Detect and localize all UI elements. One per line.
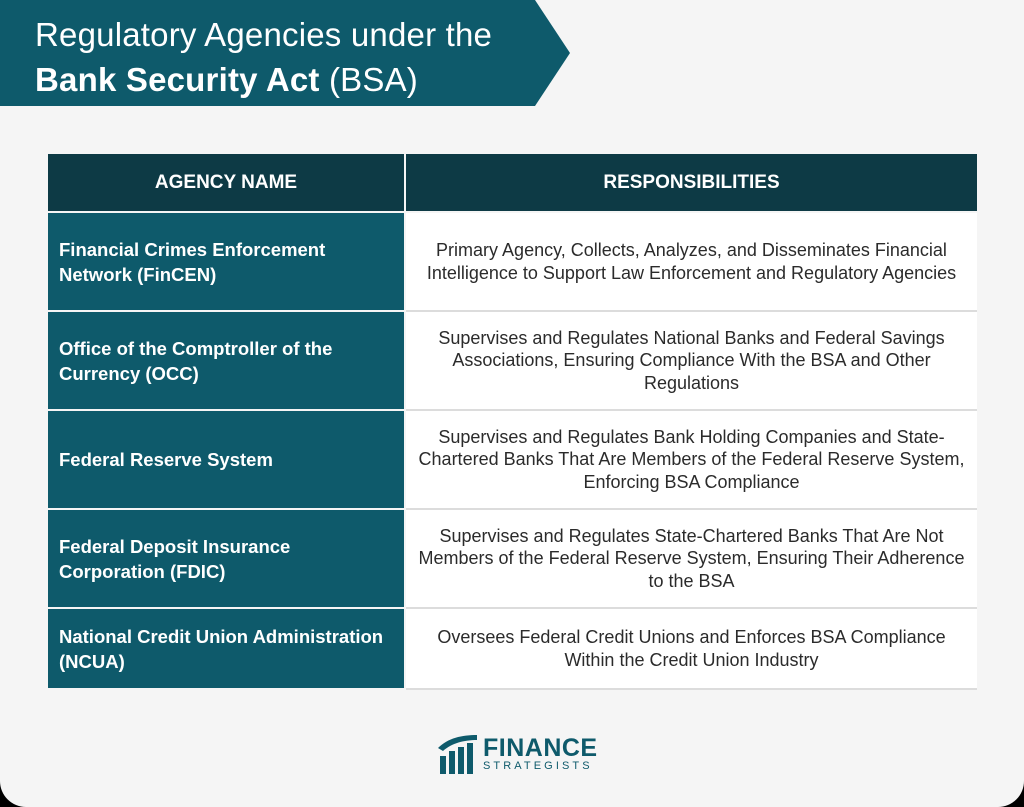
title-line-1: Regulatory Agencies under the — [35, 16, 493, 53]
table-row — [48, 212, 977, 311]
logo-subtitle: STRATEGISTS — [483, 760, 593, 772]
finance-strategists-logo — [436, 733, 598, 775]
finance-strategists-logo-icon — [436, 734, 478, 774]
page-title — [35, 12, 492, 102]
column-header-responsibilities: RESPONSIBILITIES — [405, 154, 977, 212]
column-header-agency-name: AGENCY NAME — [48, 154, 405, 212]
title-bold-text: Bank Security Act — [35, 61, 320, 98]
agency-name-cell: Financial Crimes Enforcement Network (FinCEN) — [48, 212, 405, 311]
logo-name: FINANCE — [483, 734, 598, 762]
responsibility-cell: Oversees Federal Credit Unions and Enforces BSA Compliance Within the Credit Union Industry — [405, 608, 977, 689]
table-header-row — [48, 154, 977, 212]
responsibility-cell: Supervises and Regulates Bank Holding Companies and State-Chartered Banks That Are Members of the Federal Reserve System, Enforcing BSA Compliance — [405, 410, 977, 509]
responsibility-cell: Primary Agency, Collects, Analyzes, and Disseminates Financial Intelligence to Support Law Enforcement and Regulatory Agencies — [405, 212, 977, 311]
table-row — [48, 608, 977, 689]
agency-name-cell: Federal Deposit Insurance Corporation (FDIC) — [48, 509, 405, 608]
table-row — [48, 509, 977, 608]
table-row — [48, 410, 977, 509]
title-rest-text: (BSA) — [319, 61, 418, 98]
title-line-2 — [35, 57, 492, 102]
responsibility-cell: Supervises and Regulates State-Chartered Banks That Are Not Members of the Federal Reserve System, Ensuring Their Adherence to the BSA — [405, 509, 977, 608]
agency-name-cell: Office of the Comptroller of the Currency (OCC) — [48, 311, 405, 410]
responsibility-cell: Supervises and Regulates National Banks and Federal Savings Associations, Ensuring Compliance With the BSA and Other Regulations — [405, 311, 977, 410]
agency-name-cell: National Credit Union Administration (NCUA) — [48, 608, 405, 689]
table-row — [48, 311, 977, 410]
agency-table — [48, 154, 977, 690]
logo-wordmark — [483, 736, 598, 772]
agency-name-cell: Federal Reserve System — [48, 410, 405, 509]
